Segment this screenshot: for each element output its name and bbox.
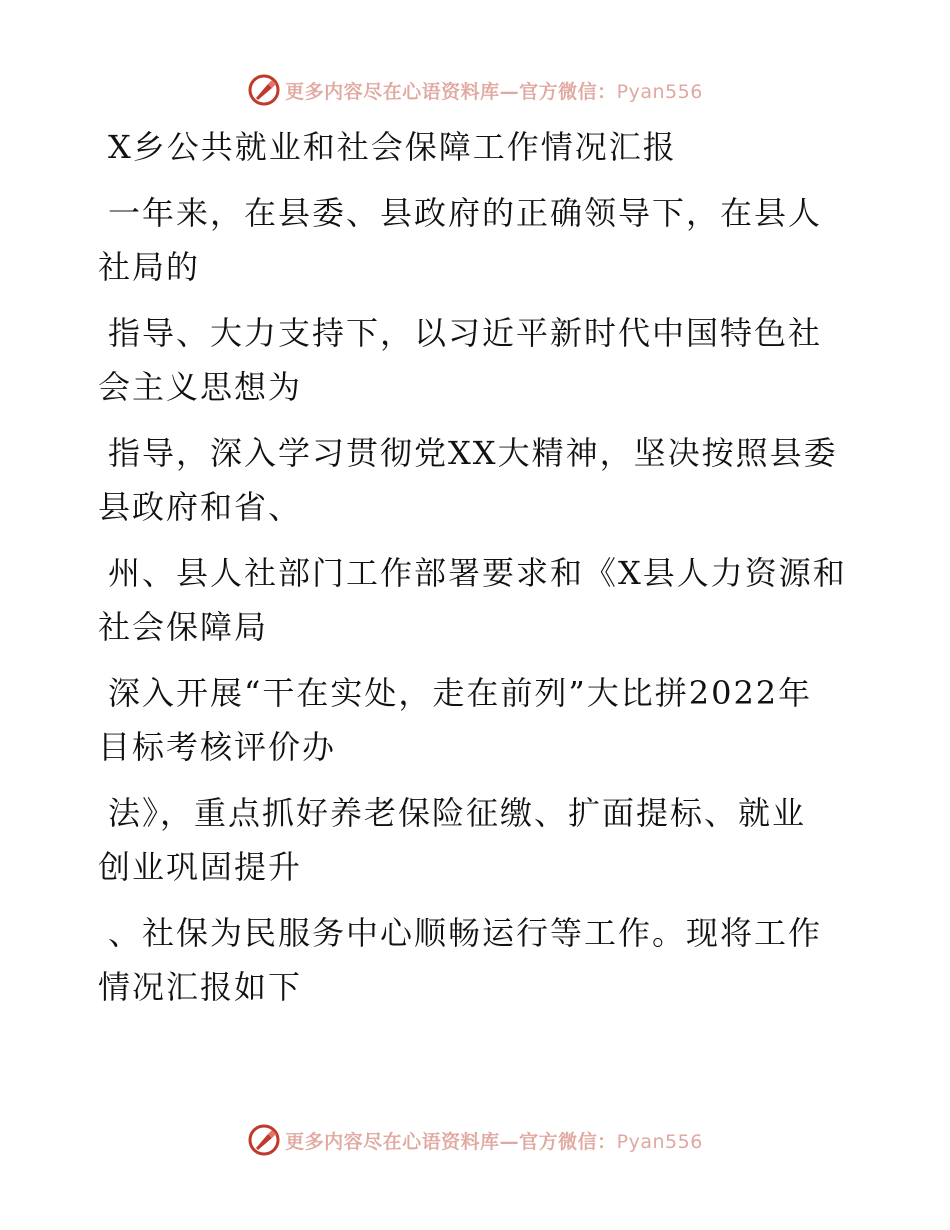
paragraph-2 [98, 306, 858, 414]
header-watermark [0, 70, 950, 110]
paragraph-line: 社局的 [98, 248, 201, 286]
watermark-text: 更多内容尽在心语资料库—官方微信：Pyan556 [285, 1130, 703, 1153]
footer-watermark [0, 1120, 950, 1160]
paragraph-line: 社会保障局 [98, 608, 269, 646]
paragraph-line: 县政府和省、 [98, 488, 303, 526]
paragraph-line: 指导，深入学习贯彻党XX大精神，坚决按照县委 [108, 434, 838, 472]
paragraph-line: 情况汇报如下 [98, 968, 303, 1006]
paragraph-line: 会主义思想为 [98, 368, 303, 406]
paragraph-line: 指导、大力支持下，以习近平新时代中国特色社 [108, 314, 823, 352]
paragraph-7 [98, 906, 858, 1014]
paragraph-3 [98, 426, 858, 534]
paragraph-6 [98, 786, 858, 894]
paragraph-4 [98, 546, 858, 654]
paragraph-line: 法》，重点抓好养老保险征缴、扩面提标、就业 [108, 794, 807, 832]
pen-nib-logo-icon [247, 1123, 281, 1157]
paragraph-line: 、社保为民服务中心顺畅运行等工作。现将工作 [108, 914, 823, 952]
paragraph-line: 一年来，在县委、县政府的正确领导下，在县人 [108, 194, 823, 232]
pen-nib-logo-icon [247, 73, 281, 107]
paragraph-line: 创业巩固提升 [98, 848, 303, 886]
document-title: X乡公共就业和社会保障工作情况汇报 [108, 128, 677, 166]
watermark-text: 更多内容尽在心语资料库—官方微信：Pyan556 [285, 80, 703, 103]
paragraph-5 [98, 666, 858, 774]
paragraph-line: 深入开展“干在实处，走在前列”大比拼2022年 [108, 674, 813, 712]
paragraph-1 [98, 186, 858, 294]
document-body [98, 120, 858, 1014]
paragraph-line: 目标考核评价办 [98, 728, 337, 766]
paragraph-line: 州、县人社部门工作部署要求和《X县人力资源和 [108, 554, 847, 592]
